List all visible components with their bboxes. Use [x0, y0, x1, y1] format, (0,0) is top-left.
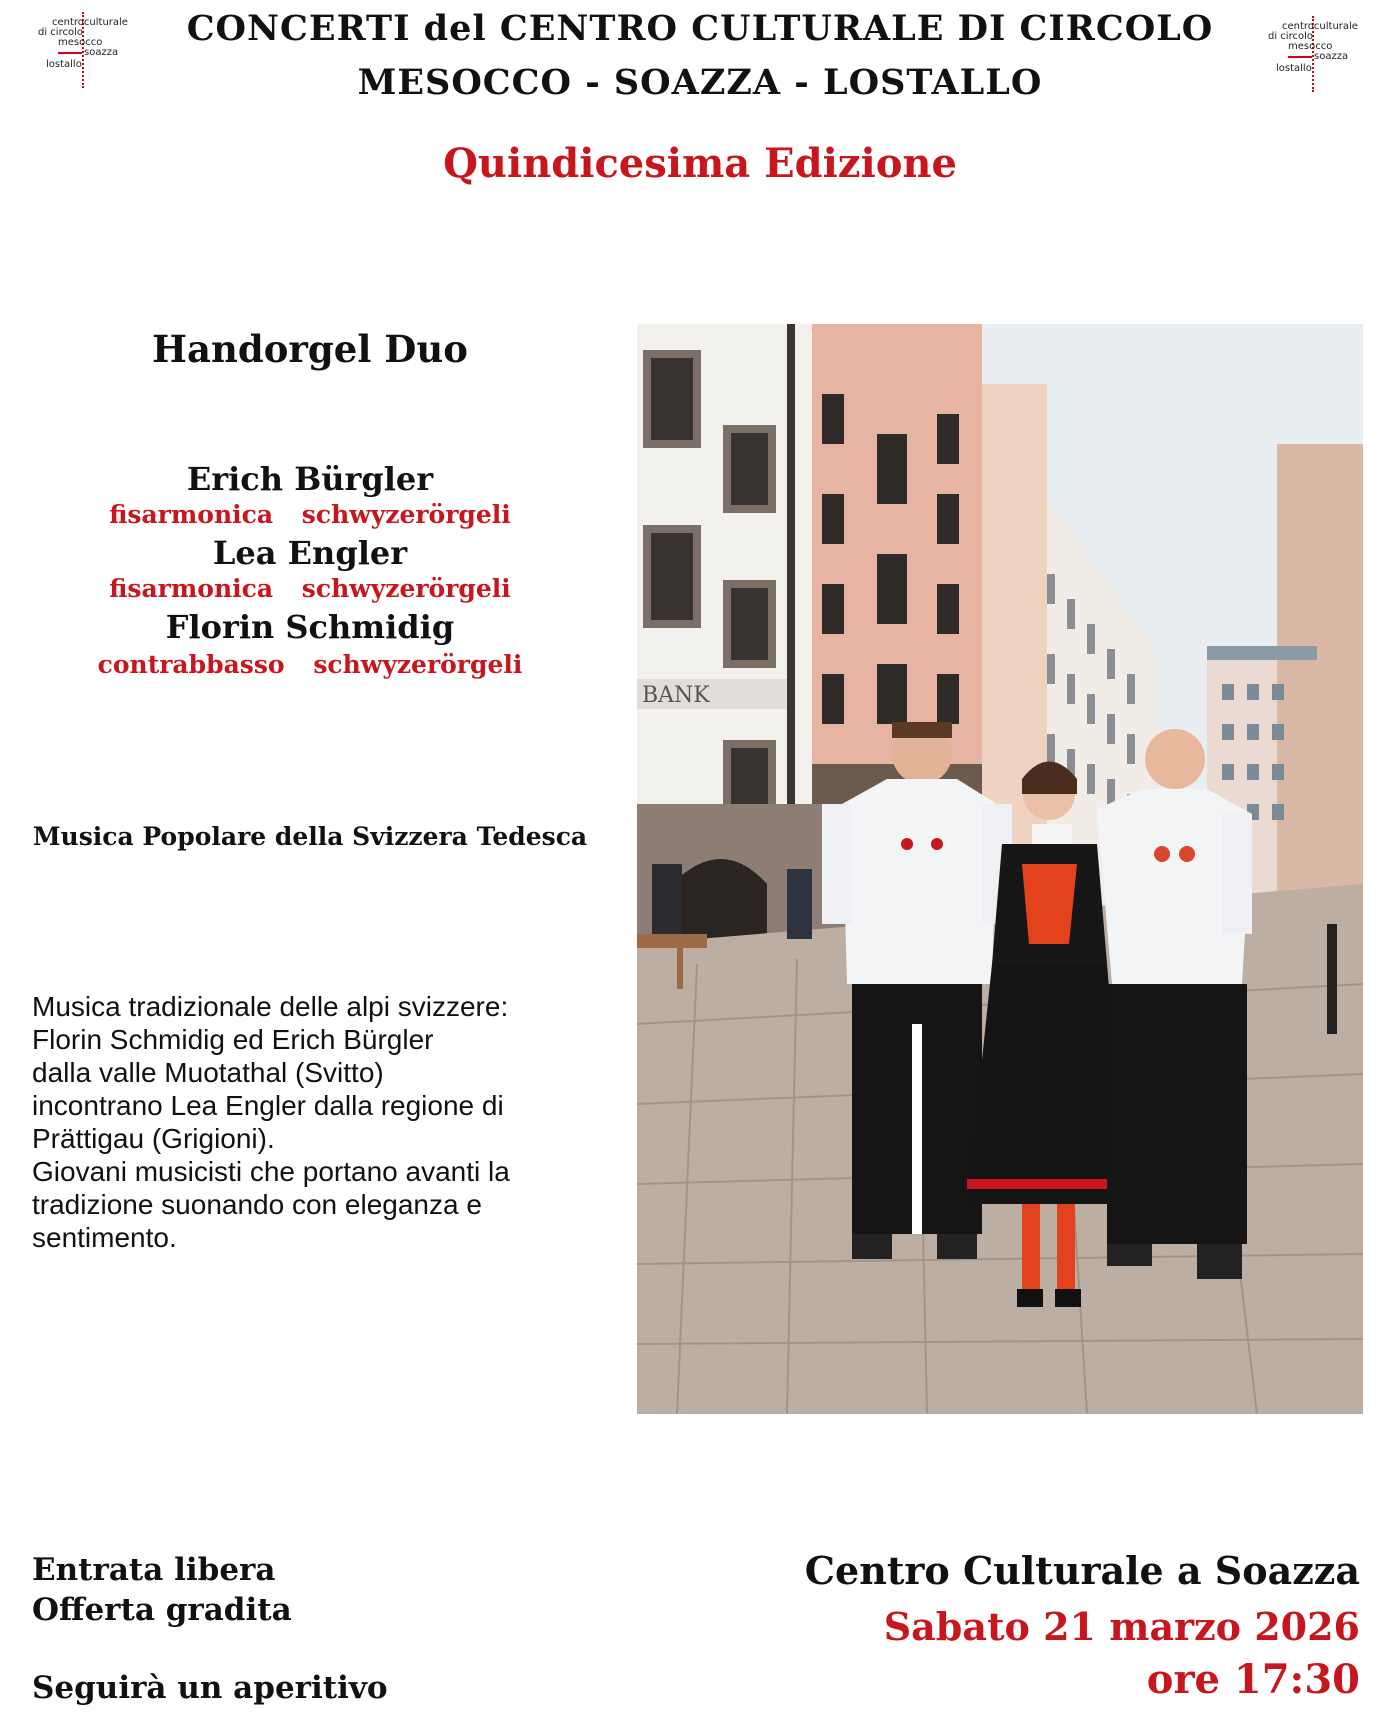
member-instruments-2	[70, 574, 550, 603]
member-name-2: Lea Engler	[212, 534, 408, 572]
bank-sign: BANK	[642, 683, 710, 708]
instrument: schwyzerörgeli	[313, 650, 523, 679]
event-date: Sabato 21 marzo 2026	[883, 1604, 1360, 1649]
event-time: ore 17:30	[1146, 1656, 1360, 1703]
logo-line-2: di circolo	[38, 27, 83, 38]
description-line: Giovani musicisti che portano avanti la	[32, 1156, 510, 1187]
header-subtitle: MESOCCO - SOAZZA - LOSTALLO	[357, 62, 1043, 103]
logo-line-1: centroculturale	[52, 17, 128, 28]
member-instruments-1	[70, 500, 550, 529]
logo-line-3: mesocco	[1288, 41, 1333, 52]
entry-label: Entrata libera	[32, 1552, 276, 1588]
logo-line-3: mesocco	[58, 37, 103, 48]
logo-line-4: soazza	[84, 47, 119, 58]
logo-line-2: di circolo	[1268, 31, 1313, 42]
description-line: Musica tradizionale delle alpi svizzere:	[32, 991, 509, 1022]
musicians-photo	[637, 324, 1363, 1414]
member-instruments-3	[70, 650, 550, 679]
instrument: schwyzerörgeli	[301, 500, 511, 529]
member-name-3: Florin Schmidig	[165, 608, 455, 646]
logo-right	[1268, 16, 1378, 106]
offer-label: Offerta gradita	[32, 1592, 292, 1628]
logo-line-1: centroculturale	[1282, 21, 1358, 32]
logo-line-5: lostallo	[46, 59, 82, 70]
instrument: contrabbasso	[97, 650, 285, 679]
aperitivo-label: Seguirà un aperitivo	[32, 1670, 388, 1706]
description-line: incontrano Lea Engler dalla regione di	[32, 1090, 504, 1121]
description-line: Prättigau (Grigioni).	[32, 1123, 275, 1154]
description-line: sentimento.	[32, 1222, 177, 1253]
description-line: dalla valle Muotathal (Svitto)	[32, 1057, 384, 1088]
description-line: tradizione suonando con eleganza e	[32, 1189, 482, 1220]
genre-label: Musica Popolare della Svizzera Tedesca	[32, 822, 588, 851]
instrument: fisarmonica	[109, 574, 274, 603]
member-name-1: Erich Bürgler	[186, 460, 434, 498]
instrument: fisarmonica	[109, 500, 274, 529]
header-title: CONCERTI del CENTRO CULTURALE DI CIRCOLO	[186, 8, 1214, 49]
ensemble-name: Handorgel Duo	[152, 327, 468, 371]
logo-left	[38, 12, 148, 102]
logo-line-4: soazza	[1314, 51, 1349, 62]
description	[32, 990, 612, 1254]
logo-line-5: lostallo	[1276, 63, 1312, 74]
edition-title: Quindicesima Edizione	[443, 140, 957, 187]
venue-label: Centro Culturale a Soazza	[804, 1548, 1360, 1593]
instrument: schwyzerörgeli	[301, 574, 511, 603]
description-line: Florin Schmidig ed Erich Bürgler	[32, 1024, 434, 1055]
